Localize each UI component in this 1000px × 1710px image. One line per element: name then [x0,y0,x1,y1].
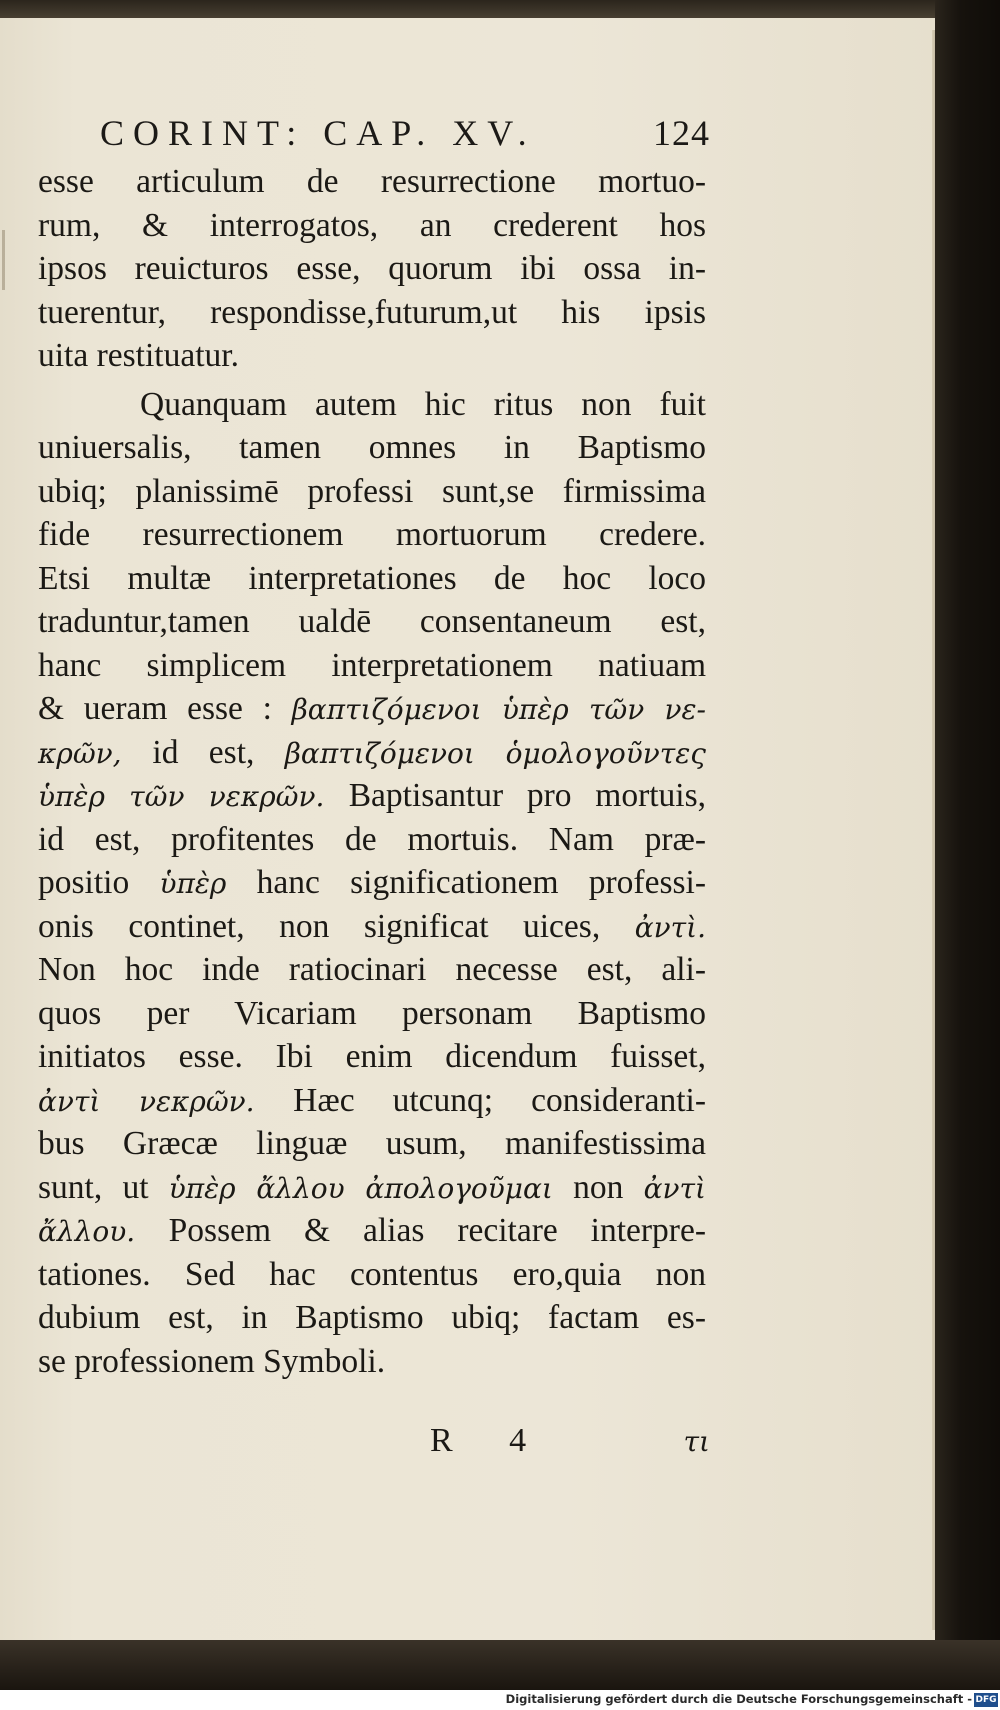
scan-right-edge [935,0,1000,1690]
running-head-title: CORINT: CAP. XV. [100,113,536,153]
greek-text: ὑπὲρ ἄλλου ἀπολογοῦμαι [168,1171,553,1205]
latin-text: uita restituatur. [38,337,239,374]
latin-text: Etsi multæ interpretationes de hoc loco [38,559,706,597]
latin-text: dubium est, in Baptismo ubiq; factam es- [38,1299,706,1336]
text-line [38,1035,706,1079]
latin-text: esse articulum de resurrectione mortuo- [38,163,706,200]
text-line [38,557,706,601]
latin-text: hanc significationem professi- [226,864,706,901]
text-line [38,1253,706,1297]
latin-text: fide resurrectionem mortuorum credere. [38,516,706,553]
latin-text: Hæc utcunq; consideranti- [293,1081,706,1119]
latin-text: onis continet, non significat uices, [38,907,635,945]
text-line [38,1079,706,1123]
latin-text: ubiq; planissimē professi sunt,se firmissima [38,472,706,510]
signature-mark: R 4 [430,1422,551,1459]
text-line [38,1209,706,1253]
text-line [38,644,706,688]
margin-mark [2,230,5,290]
text-line [38,948,706,992]
scan-bottom-edge [0,1640,1000,1690]
footer-credit-text: Digitalisierung gefördert durch die Deutsche Forschungsgemeinschaft - [505,1692,972,1706]
text-line [38,1122,706,1166]
signature-line [430,1418,710,1464]
latin-text: bus Græcæ linguæ usum, manifestissima [38,1125,706,1162]
greek-text: ἀντὶ νεκρῶν. [38,1084,294,1118]
latin-text: initiatos esse. Ibi enim dicendum fuisset, [38,1038,706,1075]
text-line [38,160,706,204]
greek-text: κρῶν, [38,736,153,770]
latin-text: & ueram esse : [38,690,292,727]
latin-text: Possem & alias recitare interpre- [168,1212,706,1249]
latin-text: non [552,1168,644,1206]
text-line [38,687,706,731]
body-text [38,160,706,1383]
latin-text: tationes. Sed hac contentus ero,quia non [38,1255,706,1293]
greek-text: ὑπὲρ τῶν νεκρῶν. [38,780,349,813]
greek-text: ἀντὶ. [634,910,706,944]
text-line [38,1340,706,1384]
latin-text: uniuersalis, tamen omnes in Baptismo [38,429,706,466]
latin-text: rum, & interrogatos, an crederent hos [38,206,706,244]
greek-text: ὑπὲρ [159,867,227,900]
text-line [38,600,706,644]
page-number: 124 [653,113,710,153]
latin-text: positio [38,864,160,901]
text-line [38,204,706,248]
latin-text: quos per Vicariam personam Baptismo [38,994,706,1032]
text-line [38,905,706,949]
greek-text: ἀντὶ [643,1171,707,1205]
latin-text: id est, profitentes de mortuis. Nam præ- [38,820,706,858]
digitization-footer [0,1690,1000,1710]
greek-text: βαπτιζόμενοι ὁμολογοῦντες [284,736,706,770]
text-line [38,334,706,378]
text-line [38,861,706,905]
greek-text: ἄλλου. [38,1215,169,1248]
text-line [38,247,706,291]
text-line [38,731,706,775]
latin-text: Quanquam autem hic ritus non fuit [140,385,706,423]
text-line [38,1296,706,1340]
latin-text: sunt, ut [38,1168,169,1206]
catchword: τι [683,1424,710,1458]
text-line [38,383,706,427]
text-line [38,1166,706,1210]
scan-top-edge [0,0,1000,20]
text-line [38,513,706,557]
greek-text: βαπτιζόμενοι ὑπὲρ τῶν νε- [291,693,706,726]
latin-text: traduntur,tamen ualdē consentaneum est, [38,603,706,640]
text-line [38,818,706,862]
latin-text: Non hoc inde ratiocinari necesse est, ali- [38,951,706,988]
text-line [38,291,706,335]
text-line [38,774,706,818]
text-line [38,426,706,470]
latin-text: hanc simplicem interpretationem natiuam [38,646,706,684]
latin-text: Baptisantur pro mortuis, [348,777,707,814]
text-line [38,470,706,514]
running-head [100,108,710,158]
text-line [38,992,706,1036]
latin-text: se professionem Symboli. [38,1342,386,1380]
latin-text: tuerentur, respondisse,futurum,ut his ipsis [38,293,706,331]
latin-text: ipsos reuicturos esse, quorum ibi ossa in- [38,250,706,287]
latin-text: id est, [152,733,285,771]
dfg-logo: DFG [975,1695,997,1705]
